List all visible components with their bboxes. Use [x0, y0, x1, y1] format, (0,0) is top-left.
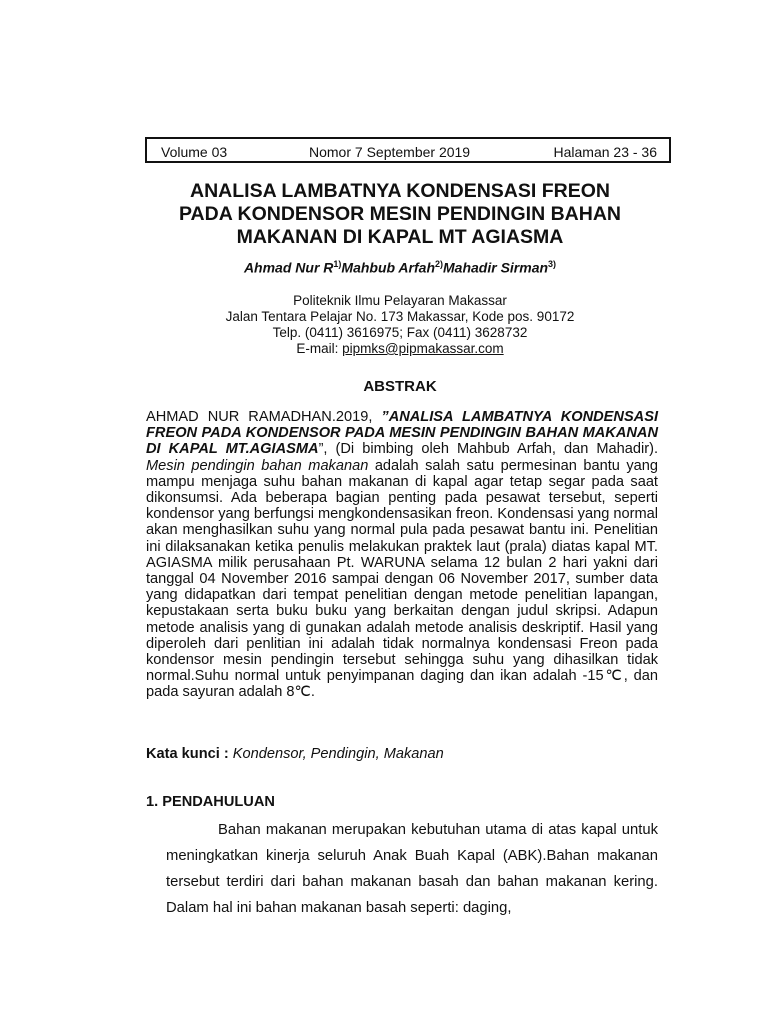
author-3-sup: 3) [548, 259, 557, 269]
author-2-sup: 2) [435, 259, 444, 269]
issue-label: Nomor 7 September 2019 [309, 144, 471, 160]
abstract-heading: ABSTRAK [363, 378, 437, 395]
author-2: Mahbub Arfah [341, 259, 435, 276]
abstract-title-italic: ”ANALISA LAMBATNYA KONDENSASI FREON PADA KONDENSOR PADA MESIN PENDINGIN BAHAN MAKANAN DI KAPAL MT.AGIASMA [146, 409, 658, 458]
pages-label: Halaman 23 - 36 [553, 144, 657, 160]
keywords-line [146, 746, 444, 762]
paper-title [100, 180, 700, 249]
affiliation-block [100, 293, 700, 357]
intro-text: Bahan makanan merupakan kebutuhan utama di atas kapal untuk meningkatkan kinerja seluruh Anak Buah Kapal (ABK).Bahan makanan tersebut terdiri dari bahan makanan basah dan bahan makanan kering. Dalam hal ini bahan makanan basah seperti: daging, [166, 822, 658, 916]
abstract-body: adalah salah satu permesinan bantu yang mampu menjaga suhu bahan makanan di kapal agar tetap segar pada saat dikonsumsi. Ada beberapa bagian penting pada pesawat tersebut, seperti kondensor yang berfungsi mengkondensasikan freon. Kondensasi yang normal akan menghasilkan suhu yang normal pula pada pesawat bantu ini. Penelitian ini dilaksanakan ketika penulis melakukan praktek laut (prala) diatas kapal MT. AGIASMA milik perusahaan Pt. WARUNA selama 12 bulan 2 hari yakni dari tanggal 04 November 2016 sampai dengan 06 November 2017, sumber data yang didapatkan dari tempat penelitian dengan metode penelitian lapangan, kepustakaan serta buku buku yang berkaitan dengan judul skripsi. Adapun metode analisis yang di gunakan adalah metode analisis deskriptif. Hasil yang diperoleh dari penlitian ini adalah tidak normalnya kondensasi Freon pada kondensor mesin pendingin tersebut sehingga suhu yang dihasilkan tidak normal.Suhu normal untuk penyimpanan daging dan ikan adalah -15℃, dan pada sayuran adalah 8℃. [146, 457, 658, 701]
affiliation-email-line [100, 341, 700, 357]
affiliation-phone: Telp. (0411) 3616975; Fax (0411) 3628732 [272, 325, 528, 340]
title-line-2: PADA KONDENSOR MESIN PENDINGIN BAHAN [178, 203, 622, 225]
keywords-label: Kata kunci : [146, 746, 233, 762]
abstract-author-year: AHMAD NUR RAMADHAN.2019, [146, 409, 382, 425]
intro-paragraph [166, 817, 658, 921]
abstract-after-title: ”, (Di bimbing oleh Mahbub Arfah, dan Mahadir). [318, 441, 658, 458]
title-line-3: MAKANAN DI KAPAL MT AGIASMA [236, 226, 564, 248]
author-list [100, 259, 700, 276]
title-line-1: ANALISA LAMBATNYA KONDENSASI FREON [190, 180, 610, 202]
abstract-italic-phrase: Mesin pendingin bahan makanan [146, 457, 369, 474]
email-link[interactable]: pipmks@pipmakassar.com [342, 341, 504, 356]
affiliation-institution: Politeknik Ilmu Pelayaran Makassar [293, 293, 507, 308]
volume-label: Volume 03 [161, 144, 228, 160]
author-1-sup: 1) [333, 259, 342, 269]
author-1: Ahmad Nur R [243, 259, 334, 276]
section-heading-pendahuluan: 1. PENDAHULUAN [146, 794, 275, 810]
journal-header-box [145, 137, 671, 163]
email-label: E-mail: [296, 341, 343, 356]
keywords-values: Kondensor, Pendingin, Makanan [232, 746, 444, 762]
affiliation-address: Jalan Tentara Pelajar No. 173 Makassar, Kode pos. 90172 [225, 309, 575, 324]
author-3: Mahadir Sirman [443, 259, 549, 276]
abstract-paragraph [146, 409, 658, 701]
